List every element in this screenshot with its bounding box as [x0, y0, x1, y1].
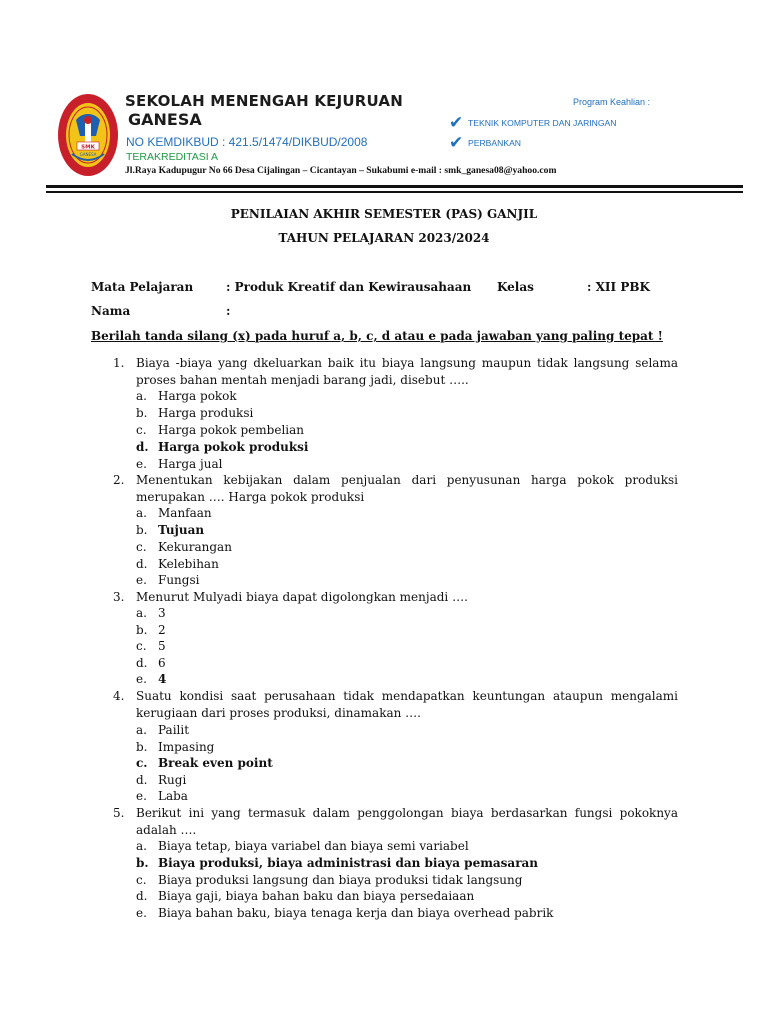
question	[113, 688, 678, 721]
svg-text:SMK: SMK	[81, 144, 95, 151]
answer-option[interactable]: d. Harga pokok produksi	[136, 440, 309, 454]
answer-option[interactable]: e. Biaya bahan baku, biaya tenaga kerja dan biaya overhead pabrik	[136, 906, 554, 920]
question-text: Menentukan kebijakan dalam penjualan dari penyusunan harga pokok produksi merupakan …. Harga pokok produksi	[136, 473, 678, 504]
question-text: Menurut Mulyadi biaya dapat digolongkan menjadi ….	[136, 590, 468, 604]
program-label: TEKNIK KOMPUTER DAN JARINGAN	[468, 117, 617, 128]
answer-option[interactable]: a. Harga pokok	[136, 389, 237, 403]
exam-title: PENILAIAN AKHIR SEMESTER (PAS) GANJIL	[230, 207, 538, 221]
answer-option[interactable]: c. Kekurangan	[136, 540, 232, 554]
header-divider-thin	[46, 191, 743, 193]
program-label: PERBANKAN	[468, 137, 522, 148]
school-emblem-icon	[56, 92, 120, 178]
question	[113, 355, 678, 388]
answer-option[interactable]: d. Kelebihan	[136, 557, 219, 571]
question	[113, 589, 678, 606]
school-address: Jl.Raya Kadupugur No 66 Desa Cijalingan – Cicantayan – Sukabumi e-mail : smk_ganesa08@yahoo.com	[125, 165, 557, 176]
answer-option[interactable]: a. 3	[136, 606, 166, 620]
kemdikbud-number: NO KEMDIKBUD : 421.5/1474/DIKBUD/2008	[126, 135, 368, 149]
question-text: Suatu kondisi saat perusahaan tidak mendapatkan keuntungan ataupun mengalami kerugiaan dari proses produksi, dinamakan ….	[136, 689, 678, 720]
answer-option[interactable]: c. 5	[136, 639, 166, 653]
header-divider-thick	[46, 185, 743, 188]
answer-option[interactable]: d. 6	[136, 656, 166, 670]
name-value: :	[226, 304, 231, 318]
program-item	[449, 134, 521, 151]
school-name: SEKOLAH MENENGAH KEJURUAN	[125, 92, 403, 110]
exam-year: TAHUN PELAJARAN 2023/2024	[278, 231, 490, 245]
answer-option[interactable]: d. Rugi	[136, 773, 187, 787]
question	[113, 472, 678, 505]
program-title: Program Keahlian :	[573, 97, 651, 107]
answer-option[interactable]: c. Harga pokok pembelian	[136, 423, 304, 437]
accreditation: TERAKREDITASI A	[126, 151, 218, 163]
svg-text:GANESA: GANESA	[79, 152, 97, 157]
class-value: : XII PBK	[587, 280, 650, 294]
question-number: 5.	[113, 806, 125, 820]
question-text: Berikut ini yang termasuk dalam penggolongan biaya berdasarkan fungsi pokoknya adalah ….	[136, 806, 678, 837]
school-short-name: GANESA	[128, 110, 202, 129]
class-label: Kelas	[497, 280, 534, 294]
checkmark-icon: ✔	[449, 113, 464, 132]
answer-option[interactable]: b. 2	[136, 623, 166, 637]
answer-option[interactable]: e. Fungsi	[136, 573, 200, 587]
answer-option[interactable]: c. Biaya produksi langsung dan biaya produksi tidak langsung	[136, 873, 523, 887]
subject-value: : Produk Kreatif dan Kewirausahaan	[226, 280, 472, 294]
answer-option[interactable]: b. Tujuan	[136, 523, 205, 537]
answer-option[interactable]: c. Break even point	[136, 756, 273, 770]
question	[113, 805, 678, 838]
answer-option[interactable]: a. Biaya tetap, biaya variabel dan biaya semi variabel	[136, 839, 469, 853]
instruction: Berilah tanda silang (x) pada huruf a, b, c, d atau e pada jawaban yang paling tepat !	[91, 329, 663, 343]
answer-option[interactable]: b. Impasing	[136, 740, 215, 754]
question-number: 2.	[113, 473, 125, 487]
question-number: 4.	[113, 689, 125, 703]
name-label: Nama	[91, 304, 131, 318]
school-logo	[56, 92, 120, 178]
checkmark-icon: ✔	[449, 133, 464, 152]
answer-option[interactable]: b. Harga produksi	[136, 406, 254, 420]
program-item	[449, 114, 617, 131]
answer-option[interactable]: b. Biaya produksi, biaya administrasi dan biaya pemasaran	[136, 856, 539, 870]
answer-option[interactable]: d. Biaya gaji, biaya bahan baku dan biaya persedaiaan	[136, 889, 475, 903]
question-number: 1.	[113, 356, 125, 370]
question-number: 3.	[113, 590, 125, 604]
answer-option[interactable]: e. Laba	[136, 789, 188, 803]
answer-option[interactable]: e. Harga jual	[136, 457, 223, 471]
subject-label: Mata Pelajaran	[91, 280, 194, 294]
answer-option[interactable]: e. 4	[136, 672, 167, 686]
question-text: Biaya -biaya yang dkeluarkan baik itu biaya langsung maupun tidak langsung selama proses bahan mentah menjadi barang jadi, disebut …..	[136, 356, 678, 387]
answer-option[interactable]: a. Manfaan	[136, 506, 212, 520]
answer-option[interactable]: a. Pailit	[136, 723, 190, 737]
